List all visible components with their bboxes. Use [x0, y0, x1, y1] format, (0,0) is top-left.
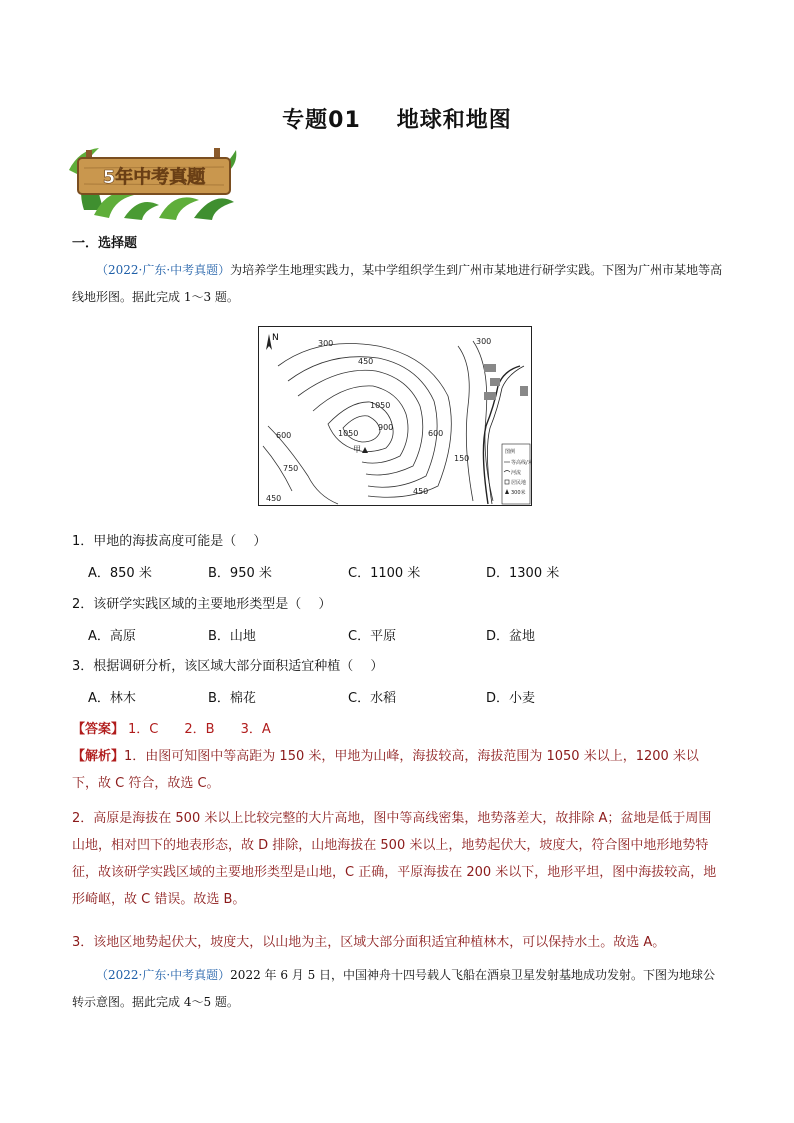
title-topic-name: 地球和地图 [396, 108, 512, 133]
section-heading: 一．选择题 [72, 236, 138, 251]
explanation-tag: 【解析】 [72, 749, 125, 764]
option: A．高原 [88, 629, 136, 644]
answer-item: 2．B [184, 722, 215, 737]
question-source: （2022·广东·中考真题） [96, 968, 231, 982]
title-topic-number: 专题01 [282, 108, 361, 133]
legend-item: 等高线/米 [511, 460, 532, 466]
contour-label: 450 [358, 357, 374, 366]
wooden-sign-leaves-icon [64, 140, 244, 222]
question-intro [72, 257, 724, 311]
explanation-paragraph: 2．高原是海拔在 500 米以上比较完整的大片高地，图中等高线密集，地势落差大，故排除 A；盆地是低于周围山地，相对凹下的地表形态，故 D 排除，山地海拔在 500 米以上，地势起伏大，坡度大，符合图中地形地势特征，故该研学实践区域的主要地形类型是山地，C 正确，平原海拔在 200 米以下，地形平坦，图中海拔较高，地形崎岖，故 C 错误。故选 B。 [72, 811, 717, 907]
contour-label: 300 [476, 337, 492, 346]
question-intro [72, 962, 724, 1016]
option: B．950 米 [208, 566, 272, 581]
answer-item: 1．C [128, 722, 159, 737]
option: B．山地 [208, 629, 256, 644]
answer-line [72, 718, 293, 737]
peak-label: 甲 [353, 445, 361, 454]
contour-label: 600 [276, 431, 292, 440]
banner-text: 5年中考真题 [102, 167, 206, 188]
contour-label: 1050 [338, 429, 359, 438]
contour-map-figure [258, 326, 532, 506]
legend-item: 居民地 [511, 480, 527, 486]
contour-map-icon [258, 326, 532, 506]
legend-title: 图例 [505, 449, 516, 455]
contour-label: 150 [454, 454, 470, 463]
exam-banner [64, 140, 244, 222]
page-title [0, 103, 794, 134]
answer-tag: 【答案】 [72, 722, 125, 737]
explanation-paragraph [72, 743, 722, 797]
option: A．林木 [88, 691, 136, 706]
contour-label: 450 [413, 487, 429, 496]
option: D．1300 米 [486, 566, 560, 581]
question-stem: 2．该研学实践区域的主要地形类型是（ ） [72, 597, 332, 612]
question-stem: 3．根据调研分析，该区域大部分面积适宜种植（ ） [72, 659, 384, 674]
option: D．小麦 [486, 691, 536, 706]
option: D．盆地 [486, 629, 536, 644]
contour-label: 1050 [370, 401, 391, 410]
option: A．850 米 [88, 566, 152, 581]
option: B．棉花 [208, 691, 256, 706]
contour-label: 300 [318, 339, 334, 348]
map-legend [502, 444, 532, 504]
explanation-text: 1．由图可知图中等高距为 150 米，甲地为山峰，海拔较高，海拔范围为 1050 米以上，1200 米以下，故 C 符合，故选 C。 [72, 749, 699, 791]
intro-text: 为培养学生地理实践力，某中学组织学生到广州市某地进行研学实践。下图为广州市某地等高线地形图。据此完成 1～3 题。 [72, 263, 723, 304]
contour-label: 900 [378, 423, 394, 432]
option: C．水稻 [348, 691, 397, 706]
explanation-paragraph: 3．该地区地势起伏大，坡度大，以山地为主，区域大部分面积适宜种植林木，可以保持水土。故选 A。 [72, 935, 666, 950]
intro-text: 2022 年 6 月 5 日，中国神舟十四号载人飞船在酒泉卫星发射基地成功发射。下图为地球公转示意图。据此完成 4～5 题。 [72, 968, 716, 1009]
contour-label: 600 [428, 429, 444, 438]
option: C．1100 米 [348, 566, 421, 581]
answer-item: 3．A [240, 722, 271, 737]
legend-item: 300米 [511, 490, 526, 496]
north-label: N [272, 333, 279, 343]
option: C．平原 [348, 629, 397, 644]
contour-label: 750 [283, 464, 299, 473]
legend-item: 河流 [511, 470, 522, 476]
question-stem: 1．甲地的海拔高度可能是（ ） [72, 534, 267, 549]
contour-label: 450 [266, 494, 282, 503]
question-source: （2022·广东·中考真题） [96, 263, 231, 277]
